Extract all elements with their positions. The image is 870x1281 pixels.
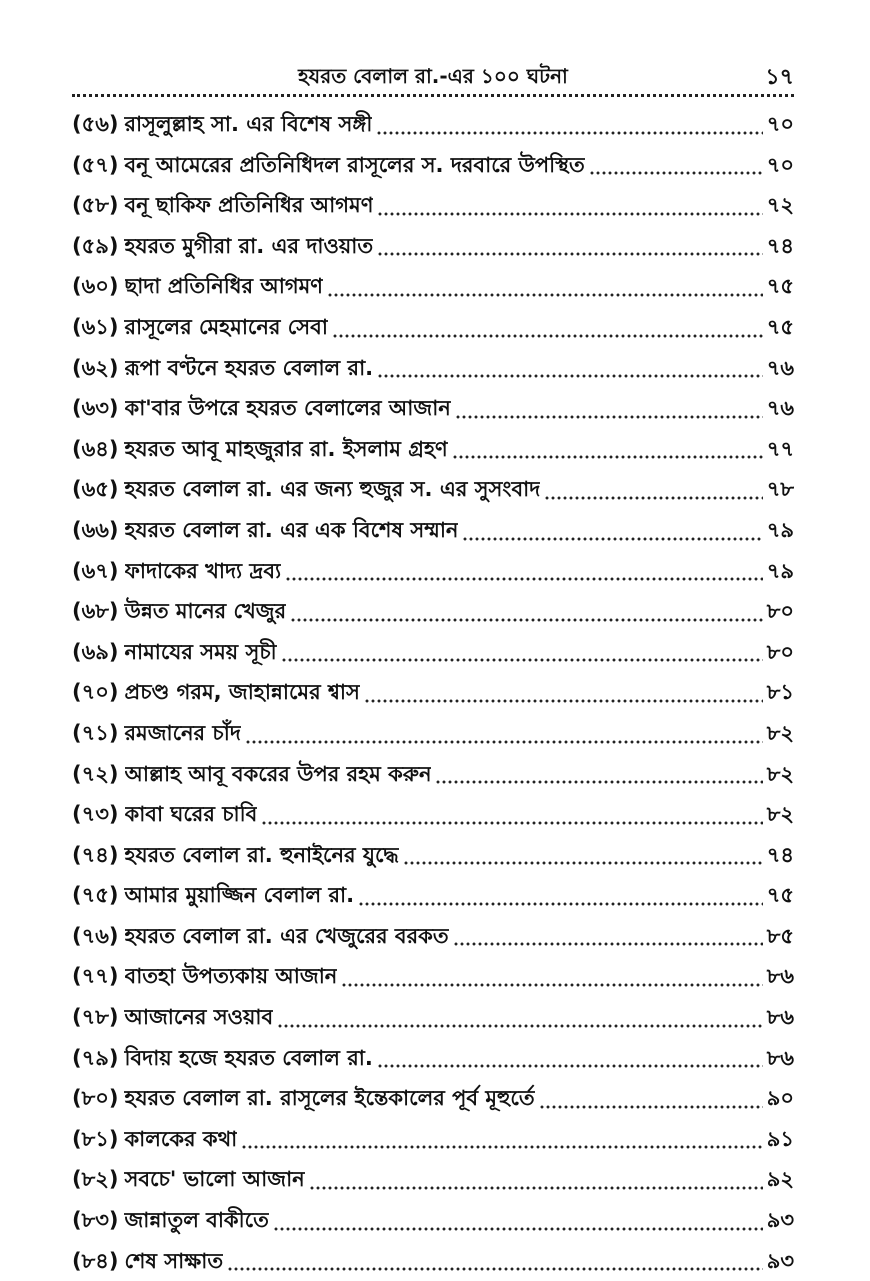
entry-page-number: ৭৯ [766, 517, 794, 542]
dot-leader [277, 1024, 763, 1028]
dot-leader [435, 780, 762, 784]
entry-page-number: ৭৫ [766, 274, 794, 299]
entry-number: (৬৭) [72, 558, 119, 583]
entry-title: হযরত বেলাল রা. এর খেজুরের বরকত [124, 923, 449, 948]
entry-title: বাতহা উপত্যকায় আজান [124, 964, 338, 989]
toc-entry [72, 794, 794, 835]
toc-entry [72, 388, 794, 429]
entry-page-number: ৭৪ [766, 233, 794, 258]
entry-number: (৭৭) [72, 964, 119, 989]
entry-number: (৮৩) [72, 1208, 119, 1233]
entry-page-number: ৭৯ [766, 558, 794, 583]
entry-page-number: ৯২ [766, 1167, 794, 1192]
entry-number: (৬০) [72, 274, 119, 299]
entry-title: হযরত আবূ মাহজুরার রা. ইসলাম গ্রহণ [124, 436, 448, 461]
toc-entry [72, 835, 794, 876]
entry-number: (৬২) [72, 355, 119, 380]
dot-leader [377, 1064, 763, 1068]
entry-page-number: ৭৭ [766, 436, 794, 461]
toc-entry [72, 104, 794, 145]
entry-title: প্রচণ্ড গরম, জাহান্নামের শ্বাস [124, 680, 360, 705]
entry-page-number: ৮৬ [766, 1045, 794, 1070]
entry-page-number: ৮০ [766, 639, 794, 664]
toc-entry [72, 997, 794, 1038]
entry-page-number: ৭৮ [766, 477, 794, 502]
entry-title: শেষ সাক্ষাত [124, 1248, 224, 1273]
dot-leader [245, 740, 763, 744]
entry-title: কা'বার উপরে হযরত বেলালের আজান [124, 396, 451, 421]
toc-entry [72, 1241, 794, 1281]
toc-entry [72, 1078, 794, 1119]
entry-page-number: ৮৫ [766, 923, 794, 948]
entry-title: আজানের সওয়াব [124, 1005, 274, 1030]
entry-title: হযরত বেলাল রা. এর এক বিশেষ সম্মান [124, 517, 459, 542]
dot-leader [377, 374, 763, 378]
dot-leader [403, 861, 763, 865]
entry-title: আল্লাহ আবূ বকরের উপর রহম করুন [124, 761, 432, 786]
toc-entry [72, 551, 794, 592]
dot-leader [281, 658, 763, 662]
running-header [72, 58, 794, 97]
entry-title: রাসূলুল্লাহ সা. এর বিশেষ সঙ্গী [124, 112, 373, 136]
dot-leader [455, 415, 763, 419]
dot-leader [241, 1145, 762, 1149]
toc-entry [72, 1038, 794, 1079]
toc-entry [72, 145, 794, 186]
entry-page-number: ৭৫ [766, 314, 794, 339]
entry-page-number: ৭৬ [766, 396, 794, 421]
toc-entry [72, 226, 794, 267]
entry-page-number: ৭৪ [766, 842, 794, 867]
dot-leader [539, 1105, 763, 1109]
header-title: হযরত বেলাল রা.-এর ১০০ ঘটনা [298, 64, 568, 88]
entry-page-number: ৯৩ [766, 1208, 794, 1233]
entry-title: ফাদাকের খাদ্য দ্রব্য [124, 558, 282, 583]
dot-leader [358, 902, 763, 906]
toc-entry [72, 875, 794, 916]
entry-page-number: ৮০ [766, 599, 794, 624]
entry-number: (৭৫) [72, 883, 119, 908]
dot-leader [227, 1267, 763, 1271]
dot-leader [589, 171, 763, 175]
toc-entry [72, 307, 794, 348]
entry-page-number: ৭২ [766, 193, 794, 218]
entry-title: কালকের কথা [124, 1126, 238, 1151]
entry-number: (৬৮) [72, 599, 119, 624]
toc-entry [72, 1159, 794, 1200]
entry-title: বিদায় হজে হযরত বেলাল রা. [124, 1045, 373, 1070]
dot-leader [290, 618, 763, 622]
dot-leader [544, 496, 762, 500]
toc-entry [72, 632, 794, 673]
entry-page-number: ৮২ [766, 720, 794, 745]
entry-title: রূপা বণ্টনে হযরত বেলাল রা. [124, 355, 374, 380]
entry-number: (৭৮) [72, 1005, 119, 1030]
toc-entry [72, 754, 794, 795]
entry-page-number: ৯১ [766, 1126, 794, 1151]
dot-leader [364, 699, 763, 703]
dot-leader [332, 334, 763, 338]
toc-entry [72, 469, 794, 510]
entry-title: হযরত মুগীরা রা. এর দাওয়াত [124, 233, 374, 258]
dot-leader [327, 293, 763, 297]
toc-entry [72, 185, 794, 226]
entry-page-number: ৭০ [766, 112, 794, 136]
entry-number: (৫৭) [72, 152, 119, 177]
entry-title: সবচে' ভালো আজান [124, 1167, 305, 1192]
toc-entry [72, 266, 794, 307]
dot-leader [377, 212, 762, 216]
dot-leader [273, 1227, 763, 1231]
entry-page-number: ৯৩ [766, 1248, 794, 1273]
entry-number: (৬৩) [72, 396, 119, 421]
entry-number: (৬১) [72, 314, 119, 339]
entry-title: কাবা ঘরের চাবি [124, 802, 258, 827]
entry-title: উন্নত মানের খেজুর [124, 599, 287, 624]
toc-entry [72, 429, 794, 470]
entry-number: (৭২) [72, 761, 119, 786]
toc-entry [72, 1119, 794, 1160]
toc-entry [72, 672, 794, 713]
toc-entry [72, 916, 794, 957]
toc-entry [72, 713, 794, 754]
header-page-number: ১৭ [765, 65, 794, 90]
entry-number: (৮৪) [72, 1248, 119, 1273]
toc-entry [72, 591, 794, 632]
entry-title: বনূ ছাকিফ প্রতিনিধির আগমণ [124, 193, 374, 218]
entry-page-number: ৮১ [766, 680, 794, 705]
entry-title: নামাযের সময় সূচী [124, 639, 277, 664]
dot-leader [285, 577, 763, 581]
entry-page-number: ৭৬ [766, 355, 794, 380]
entry-number: (৭৪) [72, 842, 119, 867]
entry-number: (৭৬) [72, 923, 119, 948]
table-of-contents [72, 104, 794, 1281]
entry-number: (৫৮) [72, 193, 119, 218]
entry-number: (৫৬) [72, 112, 119, 136]
entry-title: রাসূলের মেহমানের সেবা [124, 314, 328, 339]
dot-leader [453, 942, 763, 946]
entry-page-number: ৭০ [766, 152, 794, 177]
dot-leader [377, 252, 763, 256]
entry-page-number: ৮৬ [766, 964, 794, 989]
entry-number: (৬৬) [72, 517, 119, 542]
dot-leader [452, 455, 763, 459]
entry-title: হযরত বেলাল রা. এর জন্য হুজুর স. এর সুসংবাদ [124, 477, 541, 502]
entry-page-number: ৮২ [766, 802, 794, 827]
dot-leader [341, 983, 762, 987]
dot-leader [376, 131, 762, 135]
toc-entry [72, 348, 794, 389]
entry-title: রমজানের চাঁদ [124, 720, 241, 745]
toc-entry [72, 1200, 794, 1241]
toc-entry [72, 956, 794, 997]
entry-title: বনূ আমেরের প্রতিনিধিদল রাসূলের স. দরবারে উপস্থিত [124, 152, 585, 177]
entry-number: (৬৯) [72, 639, 119, 664]
entry-title: ছাদা প্রতিনিধির আগমণ [124, 274, 324, 299]
entry-number: (৮১) [72, 1126, 119, 1151]
entry-number: (৭১) [72, 720, 119, 745]
dot-leader [261, 821, 762, 825]
entry-title: হযরত বেলাল রা. হুনাইনের যুদ্ধে [124, 842, 399, 867]
entry-number: (৬৪) [72, 436, 119, 461]
entry-title: আমার মুয়াজ্জিন বেলাল রা. [124, 883, 355, 908]
entry-number: (৭০) [72, 680, 119, 705]
entry-number: (৬৫) [72, 477, 119, 502]
entry-number: (৭৯) [72, 1045, 119, 1070]
entry-title: হযরত বেলাল রা. রাসূলের ইন্তেকালের পূর্ব মূহুর্তে [124, 1086, 535, 1111]
entry-number: (৮২) [72, 1167, 119, 1192]
entry-page-number: ৮৬ [766, 1005, 794, 1030]
entry-page-number: ৭৫ [766, 883, 794, 908]
dot-leader [309, 1186, 763, 1190]
entry-number: (৭৩) [72, 802, 119, 827]
toc-entry [72, 510, 794, 551]
entry-page-number: ৯০ [766, 1086, 794, 1111]
entry-page-number: ৮২ [766, 761, 794, 786]
entry-title: জান্নাতুল বাকীতে [124, 1208, 269, 1233]
entry-number: (৮০) [72, 1086, 119, 1111]
entry-number: (৫৯) [72, 233, 119, 258]
dot-leader [462, 537, 762, 541]
